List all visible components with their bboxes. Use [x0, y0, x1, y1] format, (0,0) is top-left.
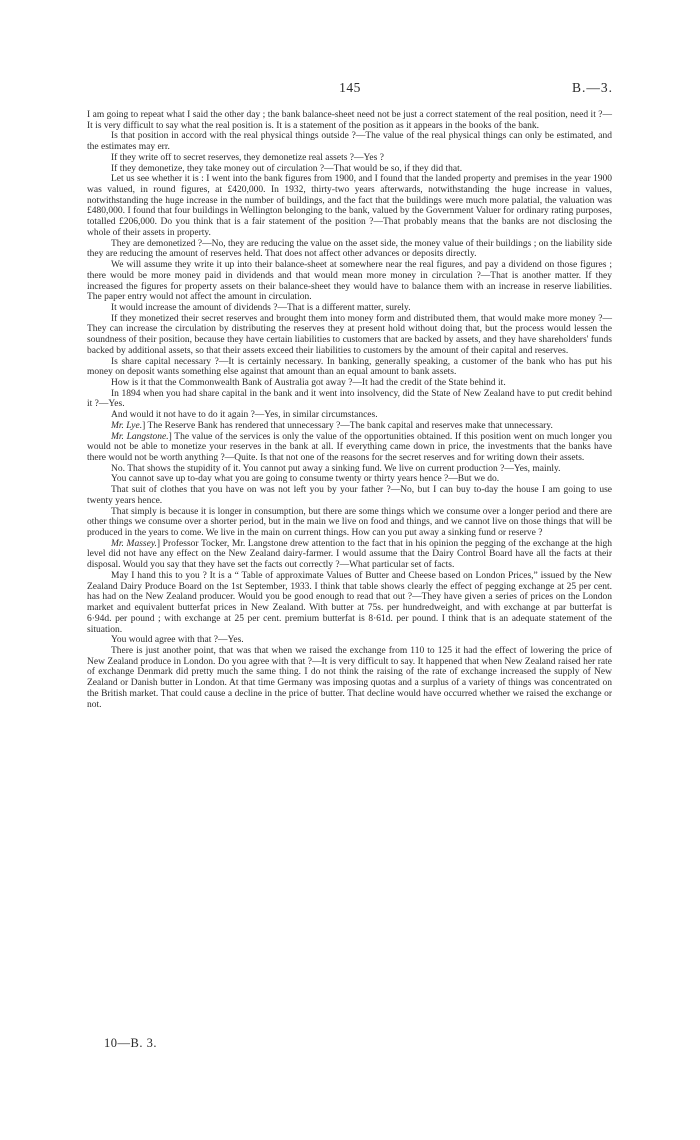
paragraph: That suit of clothes that you have on was not left you by your father ?—No, but I can buy to-day the house I am going to use twenty years hence.	[87, 485, 612, 506]
paragraph: If they monetized their secret reserves and brought them into money form and distributed them, that would make more money ?—They can increase the circulation by distributing the reserves they at present hold without doing that, but the process would lessen the soundness of their position, because they have certain liabilities to customers that are backed by assets, and they have shareholders' funds backed by additional assets, so that their assets exceed their liabilities to customers by the amount of their capital and reserves.	[87, 313, 612, 356]
paragraph: We will assume they write it up into their balance-sheet at somewhere near the real figures, and pay a dividend on those figures ; there would be more money paid in dividends and that would mean more money in circulation ?—That is another matter. If they increased the figures for property assets on their balance-sheet they would have to balance them with an increase in reserve liabilities. The paper entry would not affect the amount in circulation.	[87, 260, 612, 303]
paragraph-text: ] The value of the services is only the value of the opportunities obtained. If this position went on much longer you would not be able to monetize your reserves in the bank at all. If everything came down in price, the investments that the banks have there would not be worth anything ?—Quite. Is that not one of the reasons for the secret reserves and for writing down their assets.	[87, 431, 612, 463]
paragraph: You would agree with that ?—Yes.	[111, 635, 244, 646]
speaker-name: Mr. Lye.	[111, 420, 143, 431]
paragraph-text: ] The Reserve Bank has rendered that unnecessary ?—The bank capital and reserves make that unnecessary.	[142, 420, 553, 431]
paragraph	[87, 539, 612, 571]
paragraph: In 1894 when you had share capital in the bank and it went into insolvency, did the State of New Zealand have to put credit behind it ?—Yes.	[87, 388, 612, 410]
paragraph	[87, 432, 612, 464]
paragraph: Let us see whether it is : I went into the bank figures from 1900, and I found that the landed property and premises in the year 1900 was valued, in round figures, at £420,000. In 1932, thirty-two years afterwards, notwithstanding the huge increase in values, notwithstanding the huge increase in the number of buildings, and the fact that the buildings were much more palatial, the valuation was £480,000. I found that four buildings in Wellington belonging to the bank, valued by the Government Valuer for ordinary rating purposes, totalled £206,000. Do you think that is a fair statement of the position ?—That probably means that the banks are not disclosing the whole of their assets in property.	[87, 174, 612, 238]
document-series: B.—3.	[571, 80, 613, 95]
paragraph-text: ] Professor Tocker, Mr. Langstone drew attention to the fact that in his opinion the pegging of the exchange at the high level did not have any effect on the New Zealand dairy-farmer. I would assume that the Dairy Control Board have all the facts at their disposal. Would you say that they have set the facts out correctly ?—What particular set of facts.	[87, 538, 612, 571]
paragraph: You cannot save up to-day what you are going to consume twenty or thirty years hence ?—But we do.	[111, 474, 500, 485]
paragraph: They are demonetized ?—No, they are reducing the value on the asset side, the money value of their buildings ; on the liability side they are reducing the amount of reserves held. That does not affect other advances or deposits directly.	[87, 238, 612, 260]
paragraph: And would it not have to do it again ?—Yes, in similar circumstances.	[111, 410, 378, 421]
paragraph: How is it that the Commonwealth Bank of Australia got away ?—It had the credit of the State behind it.	[111, 377, 506, 388]
speaker-name: Mr. Massey.	[111, 538, 157, 549]
paragraph	[87, 421, 612, 432]
paragraph: Is share capital necessary ?—It is certainly necessary. In banking, generally speaking, a customer of the bank who has put his money on deposit wants something else against that amount than an equal amount to bank assets.	[87, 356, 612, 378]
speaker-name: Mr. Langstone.	[111, 431, 169, 442]
paragraph: If they demonetize, they take money out of circulation ?—That would be so, if they did that.	[111, 163, 463, 174]
paragraph: No. That shows the stupidity of it. You cannot put away a sinking fund. We live on current production ?—Yes, mainly.	[111, 463, 561, 474]
page-number: 145	[339, 80, 361, 95]
paragraph: There is just another point, that was that when we raised the exchange from 110 to 125 it had the effect of lowering the price of New Zealand produce in London. Do you agree with that ?—It is very difficult to say. It happened that when New Zealand raised her rate of exchange Denmark did pretty much the same thing. I do not think the raising of the rate of exchange increased the supply of New Zealand or Danish butter in London. At that time Germany was imposing quotas and a surplus of a variety of things was concentrated on the British market. That could cause a decline in the price of butter. That decline would have occurred whether we raised the exchange or not.	[87, 645, 612, 710]
paragraph: I am going to repeat what I said the other day ; the bank balance-sheet need not be just a correct statement of the real position, need it ?—It is very difficult to say what the real position is. It is a statement of the position as it appears in the books of the bank.	[87, 110, 612, 131]
body-text	[87, 110, 612, 710]
paragraph: Is that position in accord with the real physical things outside ?—The value of the real physical things can only be estimated, and the estimates may err.	[87, 131, 612, 153]
paragraph: May I hand this to you ? It is a “ Table of approximate Values of Butter and Cheese based on London Prices,” issued by the New Zealand Dairy Produce Board on the 1st September, 1933. I think that table shows clearly the effect of pegging exchange at 25 per cent. has had on the New Zealand producer. Would you be good enough to read that out ?—They have given a series of prices on the London market and equivalent butterfat prices in New Zealand. With butter at 75s. per hundredweight, and with exchange at par butterfat is 6·94d. per pound ; with exchange at 25 per cent. premium butterfat is 8·61d. per pound. I think that is an adequate statement of the situation.	[87, 570, 612, 635]
paragraph: It would increase the amount of dividends ?—That is a different matter, surely.	[111, 302, 411, 313]
paragraph: If they write off to secret reserves, they demonetize real assets ?—Yes ?	[111, 152, 384, 163]
paragraph: That simply is because it is longer in consumption, but there are some things which we consume over a longer period and there are other things we consume over a shorter period, but in the main we live on food and things, and we cannot live on those things that will be produced in the years to come. We live in the main on current things. How can you put away a sinking fund or reserve ?	[87, 506, 612, 539]
footer-signature: 10—B. 3.	[104, 1036, 157, 1050]
